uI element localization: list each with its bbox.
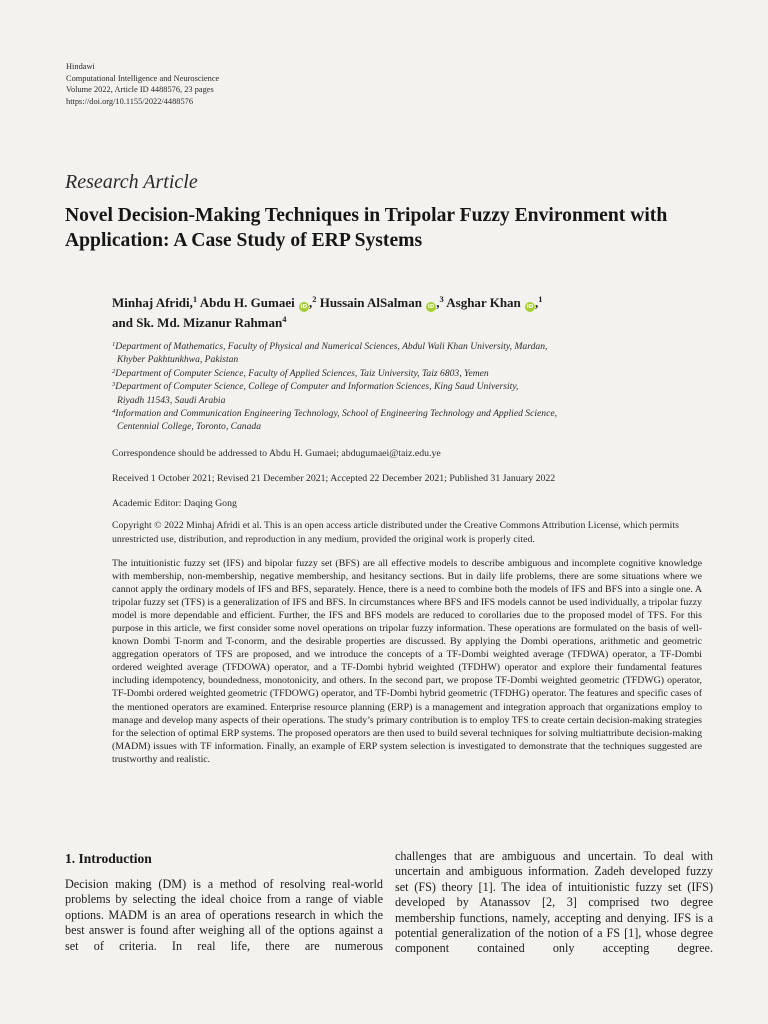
orcid-icon[interactable]: iD [300, 304, 308, 310]
author-affil-sup: 3 [439, 294, 444, 304]
article-title: Novel Decision-Making Techniques in Tripolar Fuzzy Environment with Application: A Case Study of ERP Systems [65, 205, 668, 251]
section-heading: 1. Introduction [65, 851, 152, 866]
author-affil-sup: 1 [192, 294, 198, 304]
author-affil-sup: 2 [312, 294, 317, 304]
author-list: Minhaj Afridi,$^1$ Abdu H. Gumaei iD ,$^2$ Hussain AlSalman iD ,$^3$ Asghar Khan iD ,$^1$ and Sk. Md. Mizanur Rahman$^4$ [112, 294, 543, 330]
affiliation-item: $^1$Department of Mathematics, Faculty of Physical and Numerical Sciences, Abdul Wali Khan University, Mardan, Khyber Pakhtunkhwa, Pakistan [112, 341, 548, 366]
orcid-icon[interactable]: iD [427, 304, 435, 310]
affiliation-item: $^2$Department of Computer Science, Faculty of Applied Sciences, Taiz University, Taiz 6803, Yemen [112, 367, 489, 379]
academic-editor: Academic Editor: Daqing Gong [112, 498, 237, 509]
author-name: Asghar Khan [446, 295, 521, 310]
affiliation-item: $^4$Information and Communication Engineering Technology, School of Engineering Technology and Applied Science, Centennial College, Toronto, Canada [112, 408, 557, 433]
journal-header [66, 61, 219, 107]
copyright-notice: Copyright © 2022 Minhaj Afridi et al. This is an open access article distributed under the Creative Commons Attribution License, which permits unrestricted use, distribution, and reproduction in any medium, provided the original work is properly cited. [112, 520, 679, 545]
orcid-icon[interactable]: iD [526, 304, 534, 310]
affiliations [112, 340, 672, 434]
publisher-name: Hindawi [66, 62, 95, 71]
author-name: Minhaj Afridi, [112, 295, 193, 310]
correspondence: Correspondence should be addressed to Abdu H. Gumaei; abdugumaei@taiz.edu.ye [112, 448, 441, 459]
article-type: Research Article [65, 171, 198, 193]
author-name: Hussain AlSalman [319, 295, 422, 310]
affiliation-item: $^3$Department of Computer Science, College of Computer and Information Sciences, King Saud University, Riyadh 11543, Saudi Arabia [112, 381, 519, 406]
abstract: The intuitionistic fuzzy set (IFS) and bipolar fuzzy set (BFS) are all effective models to describe ambiguous and incomplete cognitive knowledge with membership, non-membership, negative membership, and hesitancy sections. But in daily life problems, there are some situations where we cannot apply the ordinary models of IFS and BFS, separately. Hence, there is a need to combine both the models of IFS and BFS into a single one. A tripolar fuzzy set (TFS) is a generalization of IFS and BFS. In circumstances where BFS and IFS models cannot be used individually, a tripolar fuzzy model is more dependable and efficient. Further, the IFS and BFS models are reduced to corollaries due to the proposed model of TFS. For this purpose in this article, we first consider some novel operations on tripolar fuzzy information. These operations are formulated on the basis of well-known Dombi T-norm and T-conorm, and the desirable properties are discussed. By applying the Dombi operations, arithmetic and geometric aggregation operators of TFS are proposed, and we introduce the concepts of a TF-Dombi weighted average (TFDWA) operator, a TF-Dombi ordered weighted average (TFDOWA) operator, and a TF-Dombi hybrid weighted (TFDHW) operator and explore their fundamental features including idempotency, boundedness, monotonicity, and others. In the second part, we propose TF-Dombi weighted geometric (TFDWG) operator, TF-Dombi ordered weighted geometric (TFDOWG) operator, and TF-Dombi hybrid geometric (TFDHG) operator. The features and specific cases of the mentioned operators are examined. Enterprise resource planning (ERP) is a management and integration approach that organizations employ to manage and develop many aspects of their operations. The study’s primary contribution is to employ TFS to create certain decision-making strategies for the selection of optimal ERP systems. The proposed operators are then used to build several techniques for solving multiattribute decision-making (MADM) issues with TF information. Finally, an example of ERP system selection is investigated to demonstrate that the techniques suggested are trustworthy and realistic. [112, 558, 702, 765]
publication-dates: Received 1 October 2021; Revised 21 December 2021; Accepted 22 December 2021; Published 31 January 2022 [112, 473, 556, 484]
intro-column-left: Decision making (DM) is a method of resolving real-world problems by selecting the ideal choice from a range of viable options. MADM is an area of operations research in which the best answer is found after weighing all of the options against a set of criteria. In real life, there are numerous [65, 877, 383, 953]
volume-line: Volume 2022, Article ID 4488576, 23 pages [66, 85, 214, 95]
intro-column-right: challenges that are ambiguous and uncertain. To deal with uncertain and ambiguous information. Zadeh developed fuzzy set (FS) theory [1]. The idea of intuitionistic fuzzy set (IFS) developed by Atanassov [2, 3] comprised two degree membership functions, namely, accepting and denying. IFS is a potential generalization of the notion of a FS [1], whose degree component contained only accepting degree. [395, 849, 713, 956]
doi-link[interactable]: https://doi.org/10.1155/2022/4488576 [66, 96, 194, 106]
author-name: and Sk. Md. Mizanur Rahman [112, 315, 283, 330]
author-affil-sup: 4 [282, 314, 287, 324]
journal-name: Computational Intelligence and Neuroscience [66, 73, 220, 83]
author-affil-sup: 1 [538, 294, 543, 304]
author-name: Abdu H. Gumaei [199, 295, 295, 310]
